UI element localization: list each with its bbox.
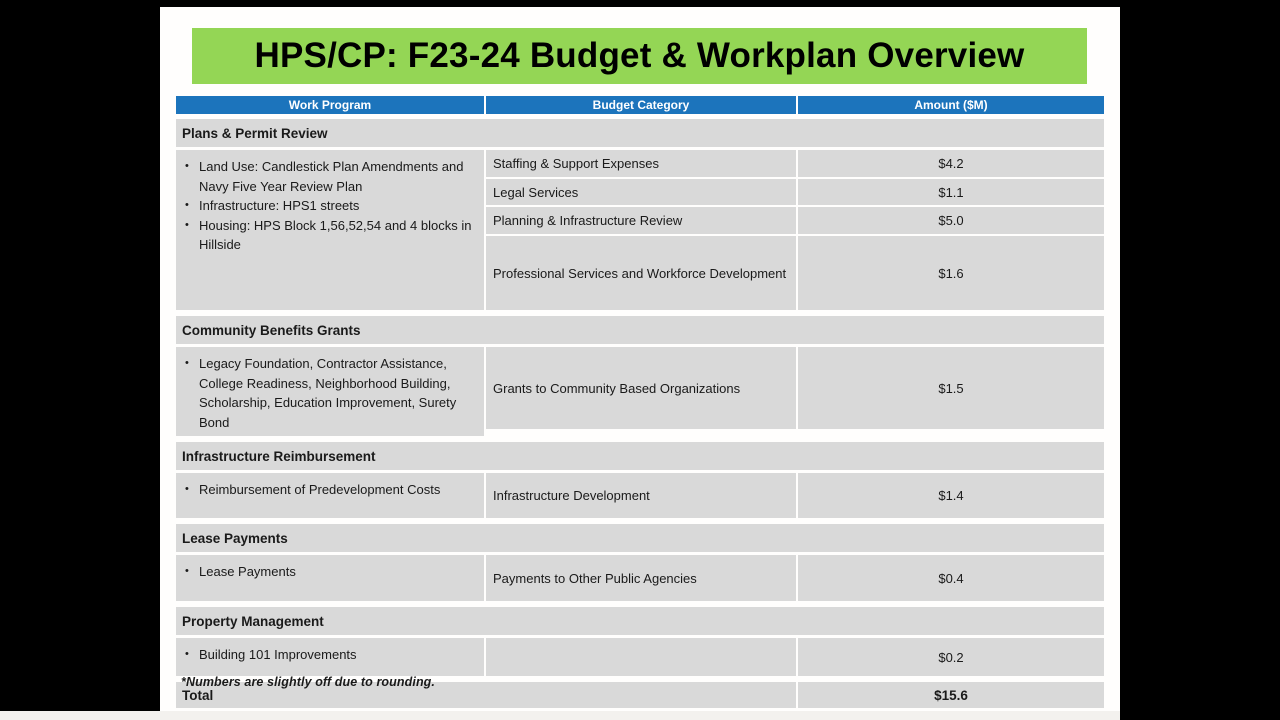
table-subrow: [486, 207, 1104, 234]
work-item-text: Legacy Foundation, Contractor Assistance, College Readiness, Neighborhood Building, Scholarship, Education Improvement, Surety Bond: [199, 356, 457, 430]
budget-category-cell: Payments to Other Public Agencies: [486, 555, 796, 601]
header-work-program: Work Program: [176, 96, 484, 114]
budget-category-cell: Grants to Community Based Organizations: [486, 347, 796, 429]
amount-cell: $1.5: [798, 347, 1104, 429]
subrow-stack: [486, 473, 1104, 518]
table-subrow: [486, 236, 1104, 310]
amount-cell: $4.2: [798, 150, 1104, 177]
table-row: [176, 555, 1104, 601]
table-row: [176, 347, 1104, 436]
amount-cell: $0.2: [798, 638, 1104, 676]
bullet-icon: •: [185, 565, 189, 577]
table-row: [176, 473, 1104, 518]
work-item-text: Land Use: Candlestick Plan Amendments and Navy Five Year Review Plan: [199, 159, 464, 194]
amount-cell: $1.1: [798, 179, 1104, 205]
amount-cell: $0.4: [798, 555, 1104, 601]
work-item-text: Housing: HPS Block 1,56,52,54 and 4 blocks in Hillside: [199, 217, 472, 252]
list-item: [182, 480, 476, 500]
list-item: [182, 562, 476, 582]
list-item: [182, 645, 476, 665]
subrow-stack: [486, 555, 1104, 601]
bullet-icon: •: [185, 218, 189, 231]
amount-cell: $5.0: [798, 207, 1104, 234]
work-program-cell: [176, 638, 484, 676]
subrow-stack: [486, 150, 1104, 310]
section-header-community-benefits-grants: Community Benefits Grants: [176, 316, 1104, 344]
list-item: [182, 354, 476, 432]
work-program-cell: [176, 473, 484, 518]
table-subrow: [486, 179, 1104, 205]
budget-category-cell: [486, 638, 796, 676]
table-subrow: [486, 347, 1104, 429]
budget-category-cell: Staffing & Support Expenses: [486, 150, 796, 177]
bullet-icon: •: [185, 483, 189, 495]
bullet-icon: •: [185, 648, 189, 660]
budget-category-cell: Infrastructure Development: [486, 473, 796, 518]
work-program-cell: [176, 150, 484, 310]
table-row: [176, 150, 1104, 310]
budget-category-cell: Professional Services and Workforce Development: [486, 236, 796, 310]
table-header-row: [176, 96, 1104, 114]
header-amount: Amount ($M): [798, 96, 1104, 114]
bullet-icon: •: [185, 357, 189, 369]
total-amount: $15.6: [798, 682, 1104, 708]
presentation-slide: [160, 7, 1120, 711]
work-item-text: Lease Payments: [199, 564, 296, 579]
work-item-text: Building 101 Improvements: [199, 647, 357, 662]
slide-title: HPS/CP: F23-24 Budget & Workplan Overview: [254, 36, 1025, 75]
amount-cell: $1.4: [798, 473, 1104, 518]
bullet-icon: •: [185, 160, 189, 172]
table-row: [176, 638, 1104, 676]
bullet-icon: •: [185, 199, 189, 211]
total-label: Total: [176, 682, 796, 708]
work-program-cell: [176, 347, 484, 436]
work-item-text: Reimbursement of Predevelopment Costs: [199, 482, 441, 497]
title-banner: [192, 28, 1087, 84]
section-header-infrastructure-reimbursement: Infrastructure Reimbursement: [176, 442, 1104, 470]
budget-table: [176, 96, 1104, 708]
table-subrow: [486, 473, 1104, 518]
frame-bottom-strip: [0, 711, 1120, 720]
section-header-plans-permit-review: Plans & Permit Review: [176, 119, 1104, 147]
section-header-property-management: Property Management: [176, 607, 1104, 635]
header-budget-category: Budget Category: [486, 96, 796, 114]
subrow-stack: [486, 638, 1104, 676]
table-subrow: [486, 638, 1104, 676]
list-item: [182, 157, 476, 196]
section-header-lease-payments: Lease Payments: [176, 524, 1104, 552]
amount-cell: $1.6: [798, 236, 1104, 310]
budget-category-cell: Planning & Infrastructure Review: [486, 207, 796, 234]
work-item-text: Infrastructure: HPS1 streets: [199, 198, 360, 213]
budget-category-cell: Legal Services: [486, 179, 796, 205]
rounding-footnote: *Numbers are slightly off due to rounding.: [181, 675, 435, 689]
table-subrow: [486, 150, 1104, 177]
list-item: [182, 216, 476, 255]
work-program-cell: [176, 555, 484, 601]
subrow-stack: [486, 347, 1104, 436]
table-subrow: [486, 555, 1104, 601]
list-item: [182, 196, 476, 216]
